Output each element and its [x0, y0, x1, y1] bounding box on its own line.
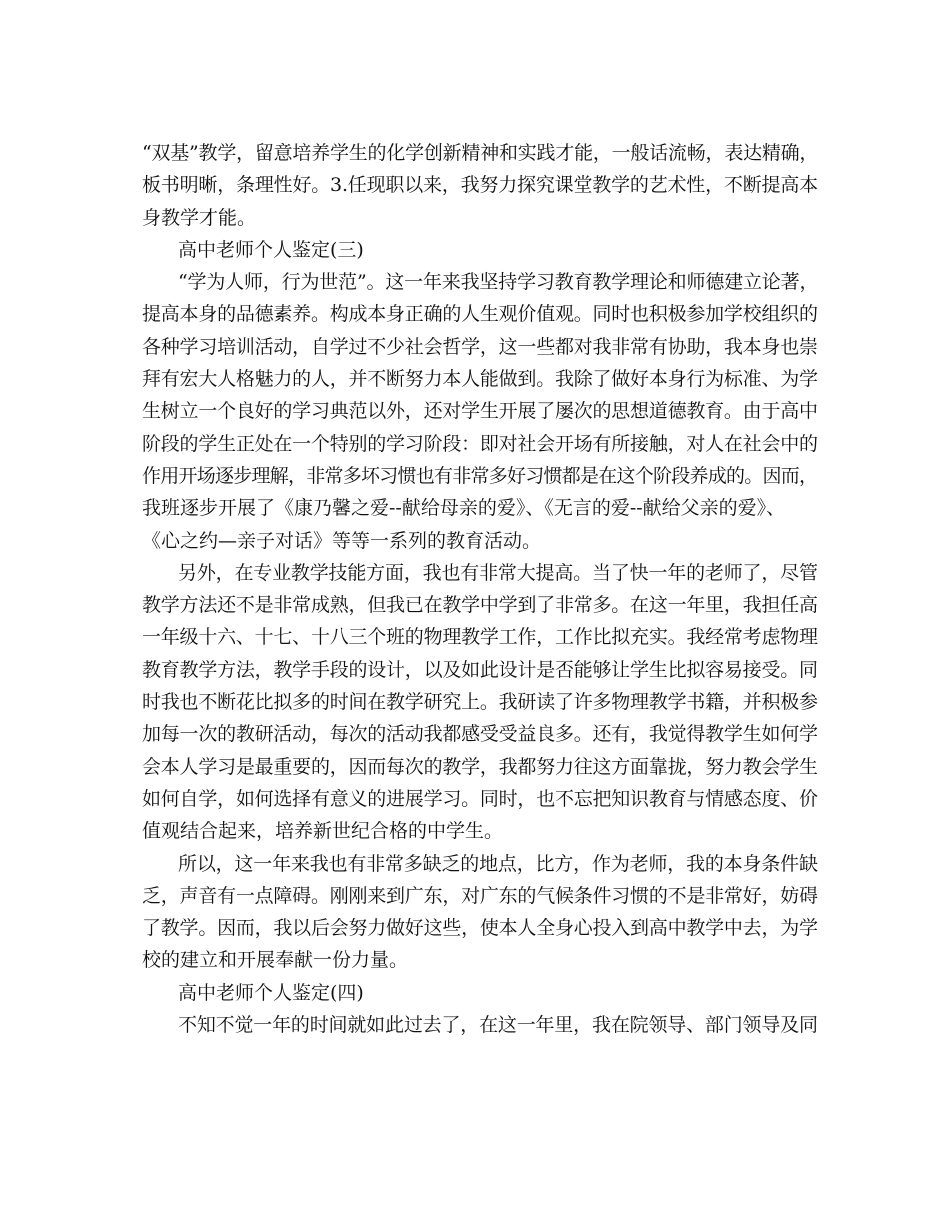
document-body — [142, 137, 818, 1041]
paragraph-line: 提高本身的品德素养。构成本身正确的人生观价值观。同时也积极参加学校组织的 — [142, 303, 818, 326]
paragraph-line: 阶段的学生正处在一个特别的学习阶段：即对社会开场有所接触，对人在社会中的 — [142, 432, 818, 455]
paragraph-line: 校的建立和开展奉献一份力量。 — [142, 949, 409, 972]
paragraph-line: 教学方法还不是非常成熟，但我已在教学中学到了非常多。在这一年里，我担任高 — [142, 594, 818, 617]
paragraph-line: 了教学。因而，我以后会努力做好这些，使本人全身心投入到高中教学中去，为学 — [142, 917, 818, 940]
paragraph-line: 板书明晰，条理性好。3.任现职以来，我努力探究课堂教学的艺术性，不断提高本 — [142, 174, 818, 197]
paragraph-line: 身教学才能。 — [142, 206, 257, 229]
paragraph-line: 值观结合起来，培养新世纪合格的中学生。 — [142, 820, 504, 843]
section-heading: 高中老师个人鉴定(四) — [178, 981, 364, 1004]
paragraph-line: 加每一次的教研活动，每次的活动我都感受受益良多。还有，我觉得教学生如何学 — [142, 723, 818, 746]
paragraph-line: 教育教学方法，教学手段的设计，以及如此设计是否能够让学生比拟容易接受。同 — [142, 658, 818, 681]
paragraph-line: 作用开场逐步理解，非常多坏习惯也有非常多好习惯都是在这个阶段养成的。因而， — [142, 464, 818, 487]
paragraph-line: 生树立一个良好的学习典范以外，还对学生开展了屡次的思想道德教育。由于高中 — [142, 400, 818, 423]
paragraph-line: 所以，这一年来我也有非常多缺乏的地点，比方，作为老师，我的本身条件缺 — [178, 852, 818, 875]
paragraph-line: “双基”教学，留意培养学生的化学创新精神和实践才能，一般话流畅，表达精确， — [142, 142, 818, 164]
paragraph-line: 时我也不断花比拟多的时间在教学研究上。我研读了许多物理教学书籍，并积极参 — [142, 691, 818, 714]
paragraph-line: 一年级十六、十七、十八三个班的物理教学工作，工作比拟充实。我经常考虑物理 — [142, 626, 818, 649]
paragraph-line: 我班逐步开展了《康乃馨之爱--献给母亲的爱》、《无言的爱--献给父亲的爱》、 — [142, 497, 786, 520]
paragraph-line: 另外，在专业教学技能方面，我也有非常大提高。当了快一年的老师了，尽管 — [178, 561, 818, 584]
paragraph-line: 会本人学习是最重要的，因而每次的教学，我都努力往这方面靠拢，努力教会学生 — [142, 755, 818, 778]
paragraph-line: 不知不觉一年的时间就如此过去了，在这一年里，我在院领导、部门领导及同 — [178, 1014, 818, 1037]
paragraph-line: “学为人师，行为世范”。这一年来我坚持学习教育教学理论和师德建立论著， — [178, 271, 818, 294]
paragraph-line: 各种学习培训活动，自学过不少社会哲学，这一些都对我非常有协助，我本身也崇 — [142, 335, 818, 358]
paragraph-line: 乏，声音有一点障碍。刚刚来到广东，对广东的气候条件习惯的不是非常好，妨碍 — [142, 884, 818, 907]
section-heading: 高中老师个人鉴定(三) — [178, 238, 364, 261]
paragraph-line: 拜有宏大人格魅力的人，并不断努力本人能做到。我除了做好本身行为标准、为学 — [142, 368, 818, 391]
paragraph-line: 如何自学，如何选择有意义的进展学习。同时，也不忘把知识教育与情感态度、价 — [142, 787, 818, 810]
paragraph-line: 《心之约—亲子对话》等等一系列的教育活动。 — [142, 529, 542, 552]
